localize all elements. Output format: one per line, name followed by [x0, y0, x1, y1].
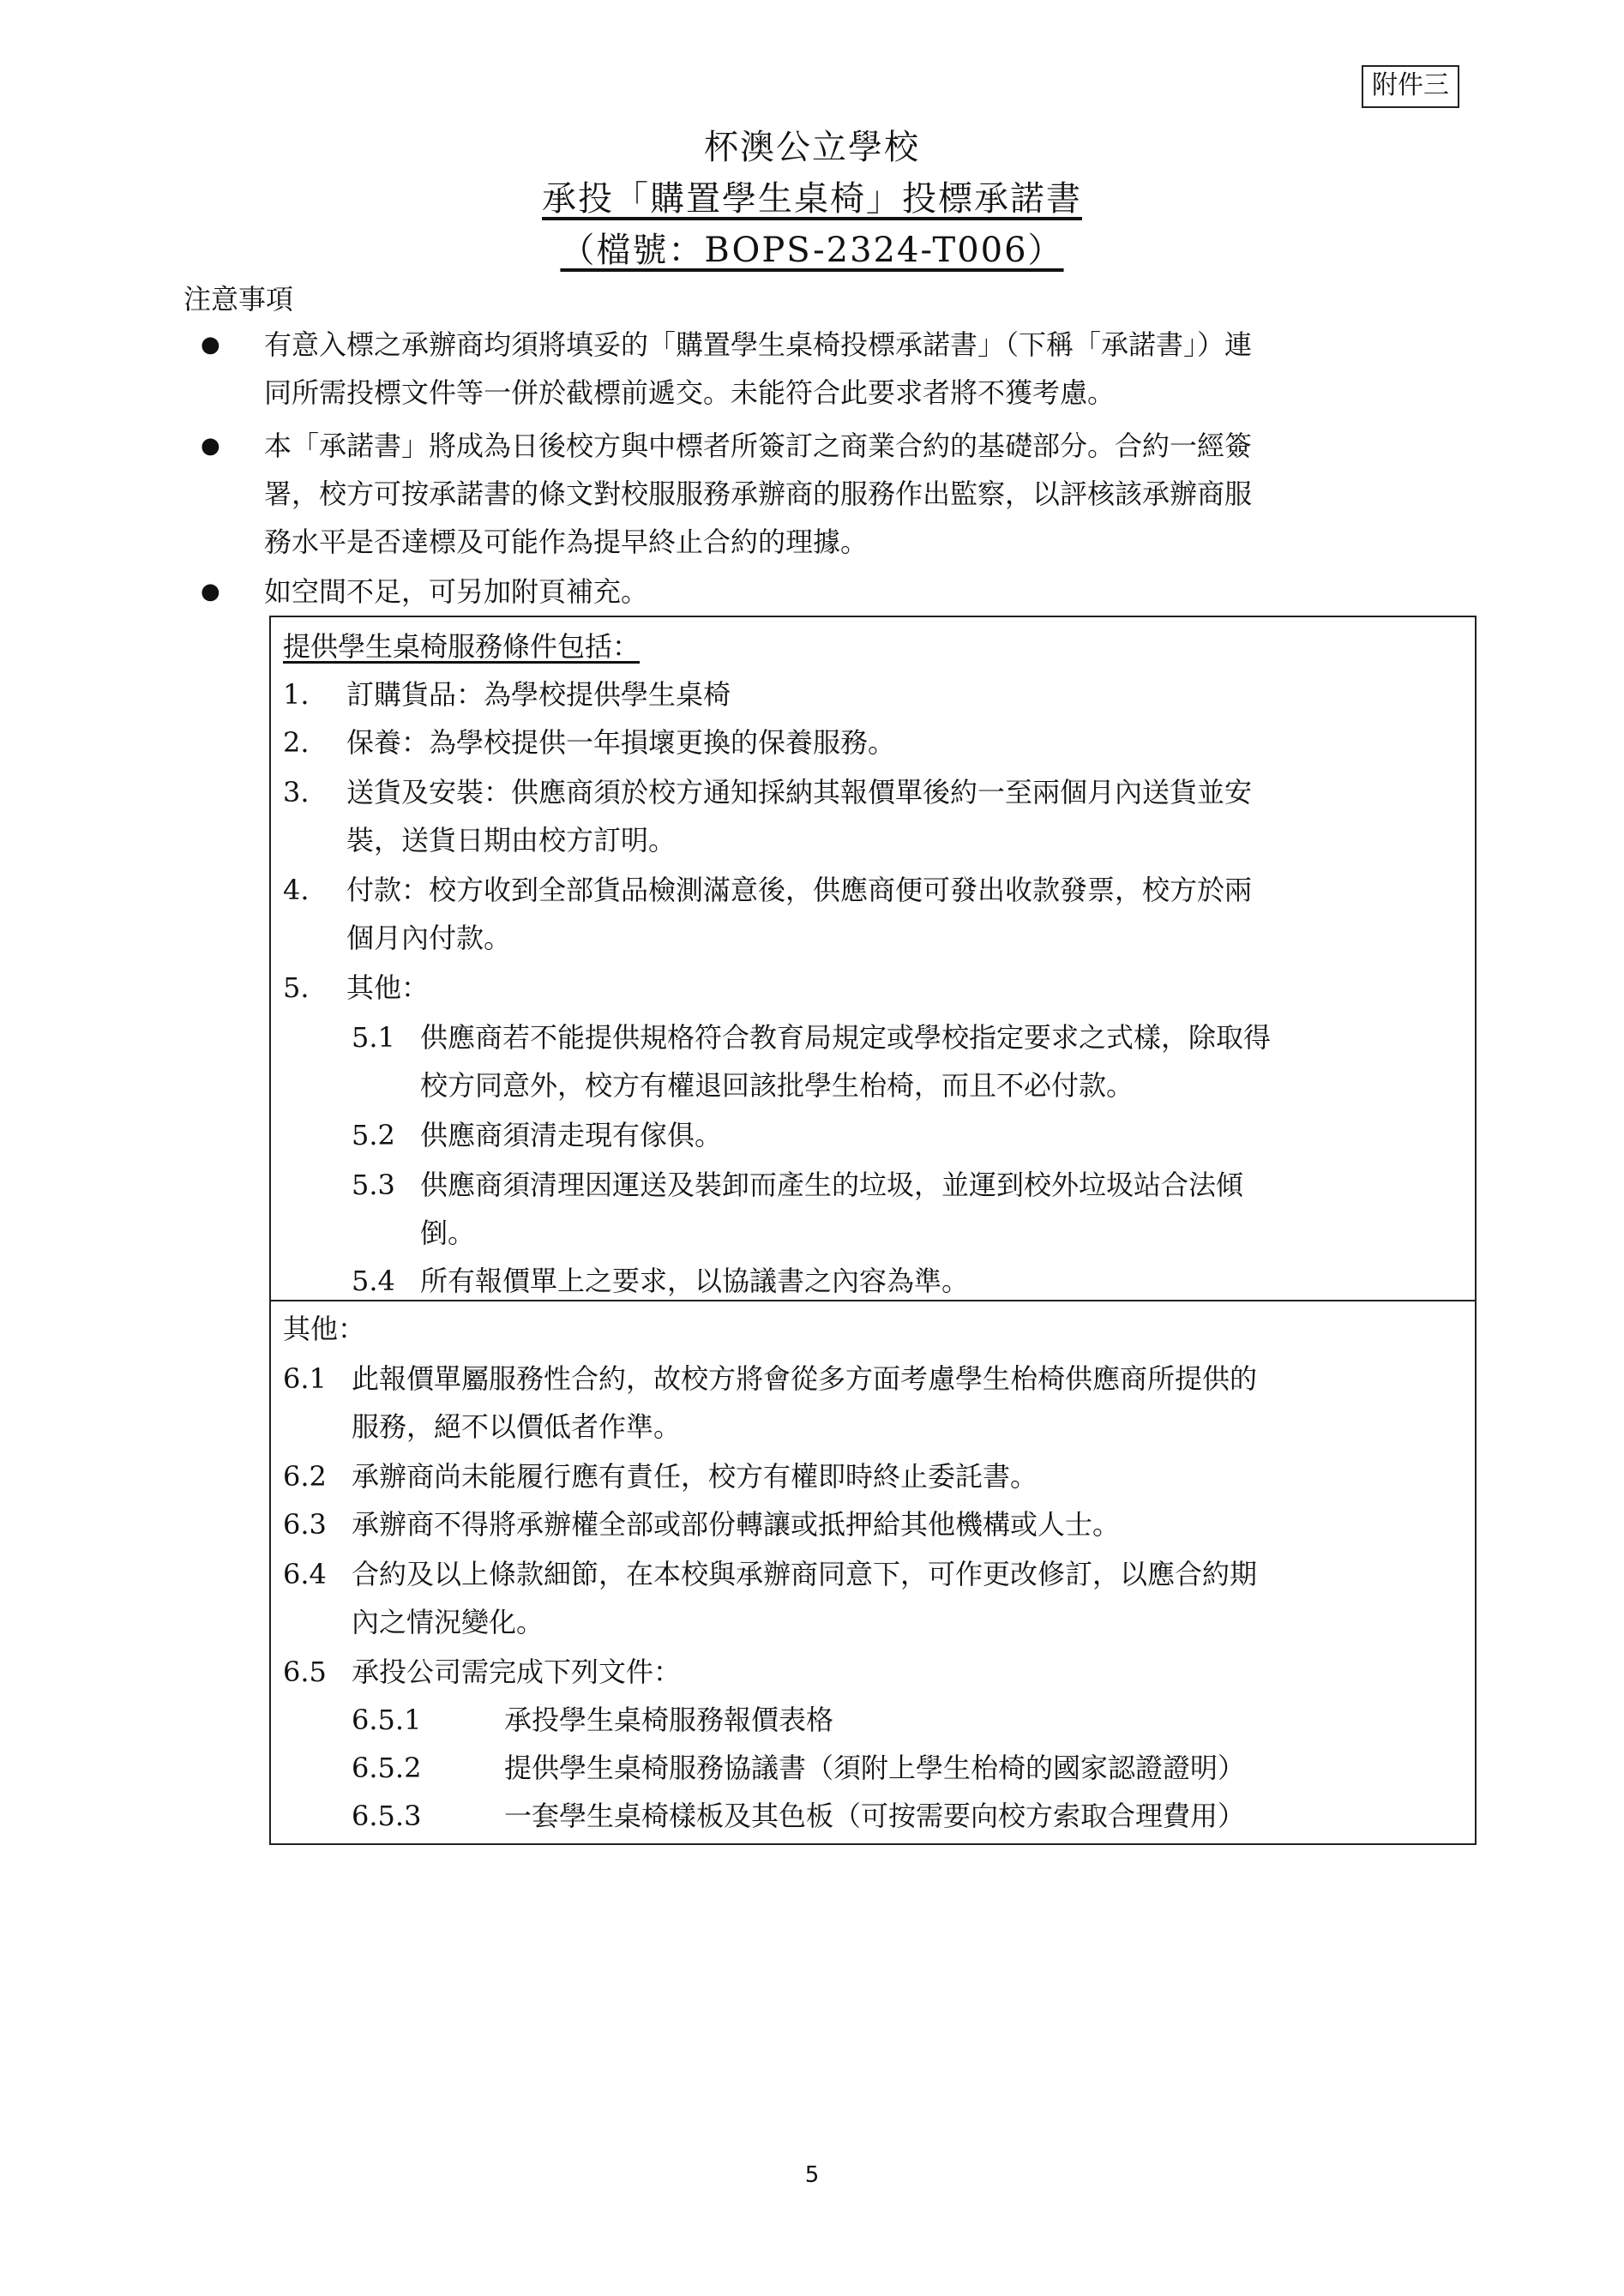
- other-item-6-4: 6.4 合約及以上條款細節，在本校與承辦商同意下，可作更改修訂，以應合約期: [283, 1558, 1258, 1590]
- notes-title: 注意事項: [183, 283, 294, 316]
- service-terms-heading: 提供學生桌椅服務條件包括：: [283, 630, 641, 663]
- document-title: 承投「購置學生桌椅」投標承諾書: [542, 179, 1082, 219]
- subterm-5-3-cont: 倒。: [420, 1217, 476, 1249]
- term-item-1: 1. 訂購貨品：為學校提供學生桌椅: [283, 678, 731, 711]
- subterm-5-4: 5.4 所有報價單上之要求，以協議書之內容為準。: [352, 1265, 970, 1297]
- other-item-6-3: 6.3 承辦商不得將承辦權全部或部份轉讓或抵押給其他機構或人士。: [283, 1508, 1121, 1541]
- term-item-5: 5. 其他：: [283, 971, 430, 1004]
- subterm-5-1: 5.1 供應商若不能提供規格符合教育局規定或學校指定要求之式樣，除取得: [352, 1021, 1272, 1054]
- service-terms-box: [269, 616, 1477, 1301]
- school-name: 杯澳公立學校: [704, 128, 920, 167]
- subterm-5-1-cont: 校方同意外，校方有權退回該批學生枱椅，而且不必付款。: [420, 1069, 1134, 1102]
- other-item-6-4-cont: 內之情況變化。: [352, 1606, 544, 1638]
- bullet-line: 本「承諾書」將成為日後校方與中標者所簽訂之商業合約的基礎部分。合約一經簽: [264, 430, 1253, 462]
- other-item-6-2: 6.2 承辦商尚未能履行應有責任，校方有權即時終止委託書。: [283, 1460, 1038, 1493]
- bullet-dot-icon: ●: [201, 579, 220, 604]
- document-item-6-5-1: 6.5.1 承投學生桌椅服務報價表格: [352, 1704, 834, 1736]
- other-item-6-1: 6.1 此報價單屬服務性合約，故校方將會從多方面考慮學生枱椅供應商所提供的: [283, 1362, 1258, 1395]
- other-item-6-1-cont: 服務，絕不以價低者作準。: [352, 1410, 682, 1443]
- term-item-2: 2. 保養：為學校提供一年損壞更換的保養服務。: [283, 726, 896, 759]
- bullet-dot-icon: ●: [201, 433, 220, 459]
- term-item-4: 4. 付款：校方收到全部貨品檢測滿意後，供應商便可發出收款發票，校方於兩: [283, 874, 1253, 906]
- bullet-dot-icon: ●: [201, 332, 220, 358]
- others-heading: 其他：: [283, 1313, 366, 1345]
- term-item-3-cont: 裝，送貨日期由校方訂明。: [346, 824, 677, 856]
- bullet-line: 如空間不足，可另加附頁補充。: [264, 575, 649, 608]
- document-item-6-5-2: 6.5.2 提供學生桌椅服務協議書（須附上學生枱椅的國家認證證明）: [352, 1752, 1246, 1784]
- others-box: [269, 1301, 1477, 1845]
- term-item-4-cont: 個月內付款。: [346, 922, 512, 954]
- bullet-line: 務水平是否達標及可能作為提早終止合約的理據。: [264, 526, 869, 558]
- page-number: 5: [804, 2162, 820, 2188]
- term-item-3: 3. 送貨及安裝：供應商須於校方通知採納其報價單後約一至兩個月內送貨並安: [283, 776, 1253, 808]
- file-number: （檔號：BOPS-2324-T006）: [560, 231, 1064, 270]
- document-item-6-5-3: 6.5.3 一套學生桌椅樣板及其色板（可按需要向校方索取合理費用）: [352, 1800, 1246, 1832]
- attachment-label: 附件三: [1362, 65, 1459, 108]
- bullet-line: 有意入標之承辦商均須將填妥的「購置學生桌椅投標承諾書」（下稱「承諾書」）連: [264, 328, 1253, 361]
- other-item-6-5: 6.5 承投公司需完成下列文件：: [283, 1656, 682, 1688]
- bullet-line: 署，校方可按承諾書的條文對校服服務承辦商的服務作出監察，以評核該承辦商服: [264, 478, 1253, 510]
- subterm-5-3: 5.3 供應商須清理因運送及裝卸而產生的垃圾，並運到校外垃圾站合法傾: [352, 1169, 1244, 1201]
- subterm-5-2: 5.2 供應商須清走現有傢俱。: [352, 1119, 723, 1151]
- bullet-line: 同所需投標文件等一併於截標前遞交。未能符合此要求者將不獲考慮。: [264, 376, 1116, 409]
